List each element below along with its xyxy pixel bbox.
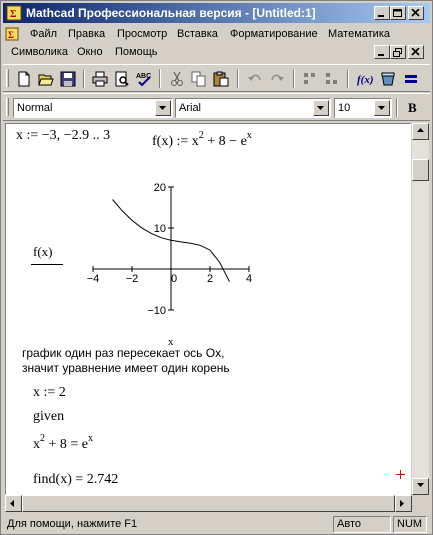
bold-button[interactable] <box>402 98 424 118</box>
horizontal-scrollbar[interactable] <box>5 495 412 512</box>
toolbar-grip[interactable] <box>6 98 9 116</box>
status-mode-label: Авто <box>337 518 361 530</box>
function-icon <box>357 71 375 87</box>
font-value: Arial <box>179 102 202 114</box>
align-down-icon <box>324 71 340 87</box>
status-num <box>393 516 427 533</box>
given-keyword[interactable]: given <box>33 409 65 424</box>
menu-window[interactable]: Окно <box>77 46 103 58</box>
insert-unit-button[interactable] <box>377 69 399 89</box>
minimize-icon <box>377 48 387 57</box>
font-size-value: 10 <box>338 102 351 114</box>
scroll-left-button[interactable] <box>5 495 22 512</box>
guess-assignment[interactable]: x := 2 <box>33 385 66 400</box>
chevron-down-icon <box>417 483 425 488</box>
function-def-lhs: f(x) := x <box>152 134 199 149</box>
open-button[interactable] <box>35 69 57 89</box>
minimize-button[interactable] <box>374 6 390 20</box>
close-button[interactable] <box>408 6 424 20</box>
paste-button[interactable] <box>210 69 232 89</box>
font-size-select[interactable] <box>334 98 392 118</box>
toolbar-separator <box>237 69 239 88</box>
calculate-icon <box>403 71 419 87</box>
chevron-down-icon <box>317 106 325 111</box>
function-icon-label: f(x) <box>357 74 374 86</box>
x-tick-label: 4 <box>245 273 253 285</box>
undo-button[interactable] <box>244 69 266 89</box>
doc-minimize-button[interactable] <box>374 45 390 59</box>
function-definition[interactable] <box>152 130 252 150</box>
undo-icon <box>247 71 263 87</box>
find-result[interactable]: find(x) = 2.742 <box>33 472 119 487</box>
chevron-down-icon <box>159 106 167 111</box>
save-icon <box>60 71 76 87</box>
x-tick-label: −2 <box>125 273 139 285</box>
doc-restore-button[interactable] <box>390 45 406 59</box>
chevron-down-icon <box>378 106 386 111</box>
toolbar-separator <box>396 98 398 117</box>
plot-y-label[interactable]: f(x) <box>33 244 53 259</box>
plot-ticks <box>87 182 252 317</box>
cut-button[interactable] <box>166 69 188 89</box>
print-preview-button[interactable] <box>111 69 133 89</box>
save-button[interactable] <box>57 69 79 89</box>
svg-text:Σ: Σ <box>8 30 14 40</box>
menu-help[interactable]: Помощь <box>115 46 158 58</box>
open-icon <box>38 71 54 87</box>
svg-text:Σ: Σ <box>10 9 17 20</box>
toolbar-separator <box>159 69 161 88</box>
print-icon <box>92 71 108 87</box>
font-select[interactable] <box>175 98 331 118</box>
function-def-exp2: x <box>246 130 252 141</box>
menu-format[interactable]: Форматирование <box>230 28 318 40</box>
toolbar-separator <box>347 69 349 88</box>
redo-icon <box>269 71 285 87</box>
x-tick-label: −4 <box>86 273 100 285</box>
menu-math[interactable]: Математика <box>328 28 390 40</box>
style-value: Normal <box>17 102 53 114</box>
chevron-left-icon <box>10 500 15 508</box>
restore-icon <box>393 48 403 57</box>
copy-icon <box>191 71 207 87</box>
range-definition[interactable]: x := −3, −2.9 .. 3 <box>16 128 111 143</box>
paste-icon <box>213 71 229 87</box>
toolbar-separator <box>293 69 295 88</box>
units-icon <box>380 71 396 87</box>
style-select[interactable] <box>13 98 173 118</box>
align-top-button[interactable] <box>299 69 321 89</box>
insertion-cursor-icon <box>396 470 405 479</box>
spell-check-button[interactable] <box>133 69 155 89</box>
new-button[interactable] <box>13 69 35 89</box>
align-top-icon <box>302 71 318 87</box>
x-tick-label: 0 <box>170 273 178 285</box>
plot-y-label-underline <box>31 264 63 265</box>
redo-button[interactable] <box>266 69 288 89</box>
x-tick-label: 2 <box>206 273 214 285</box>
maximize-button[interactable] <box>390 6 406 20</box>
scroll-down-button[interactable] <box>412 478 429 495</box>
svg-text:ABC: ABC <box>136 73 152 80</box>
toolbar-separator <box>83 69 85 88</box>
equation-exp: 2 <box>40 433 45 444</box>
toolbar-grip[interactable] <box>6 69 9 87</box>
equation-exp2: x <box>88 433 94 444</box>
minimize-icon <box>377 9 387 18</box>
insert-function-button[interactable] <box>354 69 376 89</box>
cut-icon <box>169 71 185 87</box>
equation-mid: + 8 = e <box>45 437 89 452</box>
comment-line-1[interactable]: график один раз пересекает ось Ox, <box>22 346 225 360</box>
comment-line-2[interactable]: значит уравнение имеет один корень <box>22 361 230 375</box>
title-bar[interactable] <box>3 3 430 23</box>
horizontal-scroll-thumb[interactable] <box>22 495 395 512</box>
font-dropdown-button[interactable] <box>313 100 329 116</box>
scroll-right-button[interactable] <box>395 495 412 512</box>
print-preview-icon <box>114 71 130 87</box>
chevron-up-icon <box>417 128 425 133</box>
style-dropdown-button[interactable] <box>155 100 171 116</box>
y-tick-label: 10 <box>153 223 166 235</box>
worksheet[interactable] <box>5 123 411 495</box>
font-size-dropdown-button[interactable] <box>374 100 390 116</box>
plot-x-label[interactable]: x <box>168 336 174 348</box>
document-icon[interactable] <box>5 27 19 41</box>
function-def-exp: 2 <box>198 130 204 141</box>
status-bar <box>3 514 430 534</box>
vertical-scrollbar[interactable] <box>412 123 429 495</box>
close-icon <box>411 9 421 18</box>
formatting-toolbar <box>3 93 430 121</box>
menu-edit[interactable]: Правка <box>68 28 106 40</box>
new-icon <box>16 71 32 87</box>
menu-view[interactable]: Просмотр <box>117 28 168 40</box>
menu-symbolics[interactable]: Символика <box>11 46 68 58</box>
status-mode <box>333 516 391 533</box>
status-num-label: NUM <box>397 518 423 530</box>
menu-bar <box>3 25 430 63</box>
menu-insert[interactable]: Вставка <box>177 28 218 40</box>
status-message: Для помощи, нажмите F1 <box>7 518 138 530</box>
window-title: Mathcad Профессиональная версия - [Untitled:1] <box>26 6 316 20</box>
menu-file[interactable]: Файл <box>30 28 58 40</box>
xy-plot[interactable] <box>6 179 411 354</box>
scroll-up-button[interactable] <box>412 123 429 140</box>
copy-button[interactable] <box>188 69 210 89</box>
close-icon <box>411 48 421 57</box>
align-down-button[interactable] <box>321 69 343 89</box>
equation[interactable] <box>33 433 94 453</box>
equation-lhs: x <box>33 437 40 452</box>
doc-close-button[interactable] <box>408 45 424 59</box>
bold-label: B <box>408 100 417 115</box>
chevron-right-icon <box>400 500 405 508</box>
vertical-scroll-thumb[interactable] <box>412 159 429 181</box>
plot-axes <box>93 187 249 310</box>
y-tick-label: −10 <box>147 305 166 317</box>
spell-check-icon <box>136 71 152 87</box>
maximize-icon <box>393 9 403 18</box>
standard-toolbar <box>3 64 430 92</box>
function-def-mid: + 8 − e <box>203 134 247 149</box>
y-tick-label: 20 <box>153 182 166 194</box>
scroll-corner <box>412 495 429 512</box>
calculate-button[interactable] <box>400 69 422 89</box>
print-button[interactable] <box>89 69 111 89</box>
mathcad-app-icon[interactable] <box>6 5 22 21</box>
